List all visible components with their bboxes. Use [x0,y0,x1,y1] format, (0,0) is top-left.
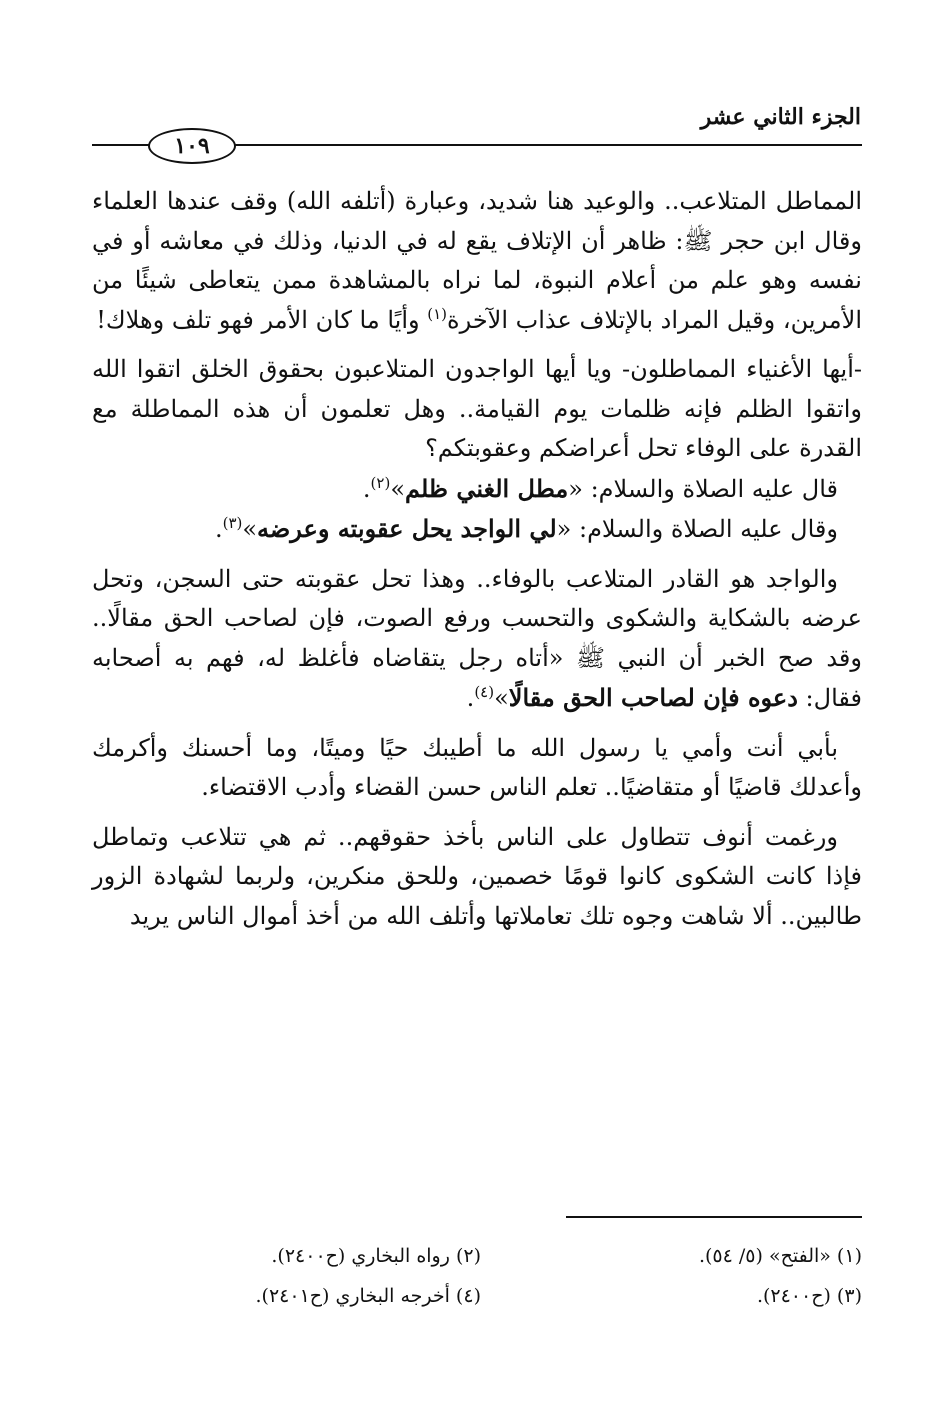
paragraph-5-pre: والواجد هو القادر المتلاعب بالوفاء.. وهذا تحل عقوبته حتى السجن، وتحل عرضه بالشكاية والشكوى والتحسب ورفع الصوت، فإن لصاحب الحق مقالًا.. وقد صح الخبر أن النبي ﷺ «أتاه رجل يتقاضاه فأغلظ له، فهم به أصحابه فقال: [92,564,862,712]
page-number: ١٠٩ [148,128,236,164]
footnote-4: (٤) أخرجه البخاري (ح٢٤٠١). [255,1285,481,1307]
footnote-row [100,1236,862,1276]
paragraph-5-post: » [494,684,509,712]
paragraph-2: -أيها الأغنياء المماطلون- ويا أيها الواجدون المتلاعبون بحقوق الخلق اتقوا الله واتقوا الظلم فإنه ظلمات يوم القيامة.. وهل تعلمون أن هذه المماطلة مع القدرة على الوفاء تحل أعراضكم وعقوبتكم؟ [92,355,862,462]
hadith-1: مطل الغني ظلم [405,473,569,503]
footnote-1: (١) «الفتح» (٥/ ٥٤). [698,1245,862,1267]
paragraph-4-post: » [242,515,258,543]
paragraph-4-pre: وقال عليه الصلاة والسلام: « [556,515,838,543]
paragraph-1-end: وأيًا ما كان الأمر فهو تلف وهلاك! [96,305,428,334]
paragraph-3-post: » [390,474,405,503]
footnote-rule [566,1216,862,1218]
footnotes [100,1236,862,1316]
paragraph-4: وقال عليه الصلاة والسلام: «لي الواجد يحل عقوبته وعرضه»$^{(٣)}$. [214,514,838,543]
footnote-ref-2: (٢) [370,473,391,492]
footnote-ref-1: (١) [427,304,448,323]
running-header-title: الجزء الثاني عشر [700,104,861,130]
paragraph-7: ورغمت أنوف تتطاول على الناس بأخذ حقوقهم.. ثم هي تتلاعب وتماطل فإذا كانت الشكوى كانوا قومًا خصمين، وللحق منكرين، ولربما لشهادة الزور طالبين.. ألا شاهت وجوه تلك تعاملاتها وأتلف الله من أخذ أموال الناس يريد [92,822,862,930]
paragraph-1 [92,182,862,340]
paragraph-5: والواجد هو القادر المتلاعب بالوفاء.. وهذا تحل عقوبته حتى السجن، وتحل عرضه بالشكاية والشكوى والتحسب ورفع الصوت، فإن لصاحب الحق مقالًا.. وقد صح الخبر أن النبي ﷺ «أتاه رجل يتقاضاه فأغلظ له، فهم به أصحابه فقال: دعوه فإن لصاحب الحق مقالًا»$^{(٤)}$. [92,564,862,712]
footnote-ref-3: (٣) [222,514,243,532]
paragraph-6: بأبي أنت وأمي يا رسول الله ما أطيبك حيًا وميتًا، وما أحسنك وأكرمك وأعدلك قاضيًا أو متقاضيًا.. تعلم الناس حسن القضاء وأدب الاقتضاء. [92,733,862,801]
footnote-row [100,1276,862,1316]
footnote-2: (٢) رواه البخاري (ح٢٤٠٠). [271,1245,481,1267]
paragraph-3: قال عليه الصلاة والسلام: «مطل الغني ظلم»$^{(٢)}$. [362,473,838,503]
footnote-3: (٣) (ح٢٤٠٠). [756,1285,862,1307]
main-text [92,182,862,936]
hadith-2: لي الواجد يحل عقوبته وعرضه [257,514,557,543]
hadith-3: دعوه فإن لصاحب الحق مقالًا [508,683,798,712]
paragraph-1-text: المماطل المتلاعب.. والوعيد هنا شديد، وعبارة (أتلفه الله) وقف عندها العلماء وقال ابن حجر ﷺ: ظاهر أن الإتلاف يقع له في الدنيا، وذلك في معاشه أو في نفسه وهو علم من أعلام النبوة، لما نراه بالمشاهدة ممن يتعاطى شيئًا من الأمرين، وقيل المراد بالإتلاف عذاب الآخرة [92,187,862,334]
paragraph-3-pre: قال عليه الصلاة والسلام: « [568,474,838,503]
footnote-ref-4: (٤) [474,683,495,701]
